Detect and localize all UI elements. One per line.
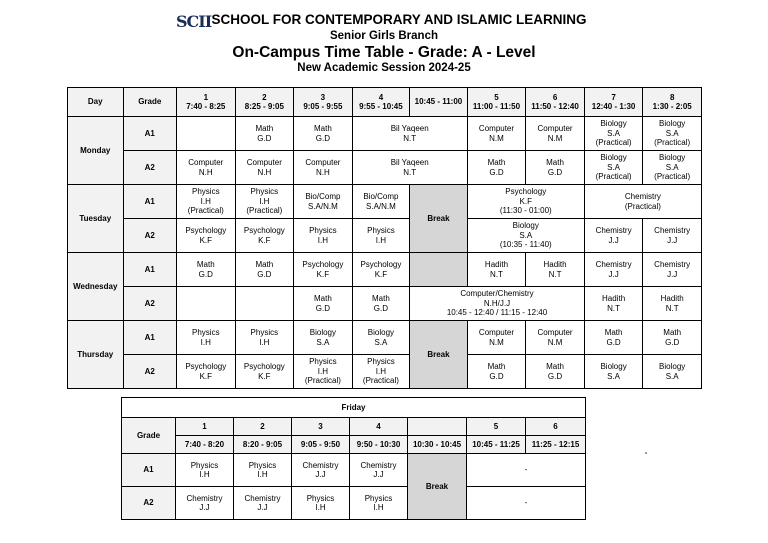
timetable-cell: Chemistry J.J (643, 219, 702, 253)
timetable-cell: Math G.D (467, 355, 526, 389)
timetable-cell: Biology S.A (584, 355, 643, 389)
timetable-cell: Psychology K.F (235, 355, 294, 389)
timetable-cell: Physics I.H (Practical) (294, 355, 353, 389)
timetable-cell: Math G.D (584, 321, 643, 355)
timetable-cell: Math G.D (294, 117, 353, 151)
table-row (68, 355, 702, 389)
timetable-cell: Math G.D (177, 253, 236, 287)
table-row (122, 487, 586, 520)
timetable-cell: Computer N.M (526, 321, 585, 355)
timetable-cell: Biology S.A (352, 321, 410, 355)
timetable-cell: Chemistry J.J (176, 487, 234, 520)
page-header (0, 10, 768, 75)
timetable-cell: Bil Yaqeen N.T (352, 151, 467, 185)
timetable-cell (177, 117, 236, 151)
header-period-2: 2 8:25 - 9:05 (235, 88, 294, 117)
table-row (122, 454, 586, 487)
timetable-cell: Biology S.A (Practical) (584, 117, 643, 151)
timetable-cell: Physics I.H (Practical) (352, 355, 410, 389)
day-tuesday: Tuesday (68, 185, 124, 253)
timetable-cell: Math G.D (294, 287, 353, 321)
timetable-cell: Math G.D (526, 151, 585, 185)
header-period-3: 3 9:05 - 9:55 (294, 88, 353, 117)
friday-period-num: 4 (350, 418, 408, 436)
friday-period-num: 1 (176, 418, 234, 436)
timetable-cell: Physics I.H (176, 454, 234, 487)
friday-title: Friday (122, 398, 586, 418)
day-wednesday: Wednesday (68, 253, 124, 321)
day-thursday: Thursday (68, 321, 124, 389)
timetable-cell: Biology S.A (Practical) (643, 117, 702, 151)
table-row (68, 185, 702, 219)
timetable-cell: Biology S.A (Practical) (584, 151, 643, 185)
friday-period-time: 8:20 - 9:05 (234, 436, 292, 454)
timetable-cell: Psychology K.F (352, 253, 410, 287)
friday-period-num (408, 418, 467, 436)
grade-cell: A2 (123, 219, 177, 253)
timetable-cell: Physics I.H (235, 321, 294, 355)
main-timetable (67, 87, 702, 389)
friday-header-grade: Grade (122, 418, 176, 454)
header-period-7: 7 12:40 - 1:30 (584, 88, 643, 117)
school-line (0, 10, 768, 30)
friday-period-time: 7:40 - 8:20 (176, 436, 234, 454)
timetable-cell: Chemistry J.J (584, 219, 643, 253)
timetable-cell: Math G.D (352, 287, 410, 321)
timetable-cell: Math G.D (467, 151, 526, 185)
table-row (68, 287, 702, 321)
header-day: Day (68, 88, 124, 117)
grade-cell: A2 (123, 287, 177, 321)
timetable-cell: Computer N.M (467, 321, 526, 355)
timetable-cell: Hadith N.T (467, 253, 526, 287)
header-period-8: 8 1:30 - 2:05 (643, 88, 702, 117)
header-period-break: 10:45 - 11:00 (410, 88, 468, 117)
table-row (68, 219, 702, 253)
page-title: On-Campus Time Table - Grade: A - Level (232, 44, 536, 61)
school-name: SCHOOL FOR CONTEMPORARY AND ISLAMIC LEARNING (211, 12, 587, 27)
friday-period-time: 10:30 - 10:45 (408, 436, 467, 454)
grade-cell: A1 (122, 454, 176, 487)
timetable-cell: Computer/Chemistry N.H/J.J 10:45 - 12:40 / 11:15 - 12:40 (410, 287, 585, 321)
stray-dot (645, 452, 647, 454)
friday-period-time: 9:50 - 10:30 (350, 436, 408, 454)
timetable-cell: Physics I.H (177, 321, 236, 355)
friday-period-time: 10:45 - 11:25 (467, 436, 526, 454)
break-cell-wednesday (410, 253, 468, 287)
timetable-cell: Psychology K.F (294, 253, 353, 287)
timetable-cell: Physics I.H (294, 219, 353, 253)
grade-cell: A2 (122, 487, 176, 520)
header-period-1: 1 7:40 - 8:25 (177, 88, 236, 117)
timetable-cell: Physics I.H (234, 454, 292, 487)
timetable-cell: Chemistry J.J (643, 253, 702, 287)
timetable-cell: Chemistry J.J (292, 454, 350, 487)
timetable-cell: Computer N.M (467, 117, 526, 151)
branch-name: Senior Girls Branch (329, 30, 438, 42)
timetable-cell: Physics I.H (292, 487, 350, 520)
friday-period-num: 3 (292, 418, 350, 436)
timetable-cell: Chemistry J.J (234, 487, 292, 520)
timetable-cell: Math G.D (526, 355, 585, 389)
timetable-cell: Psychology K.F (235, 219, 294, 253)
session-label: New Academic Session 2024-25 (297, 62, 471, 74)
friday-period-num: 5 (467, 418, 526, 436)
timetable-cell: Physics I.H (350, 487, 408, 520)
timetable-cell: Biology S.A (294, 321, 353, 355)
grade-cell: A1 (123, 117, 177, 151)
timetable-cell: Computer N.H (177, 151, 236, 185)
timetable-cell: Chemistry (Practical) (584, 185, 701, 219)
header-grade: Grade (123, 88, 177, 117)
timetable-cell: Physics I.H (Practical) (235, 185, 294, 219)
school-logo: SCII (176, 12, 212, 31)
timetable-cell: Math G.D (643, 321, 702, 355)
header-period-6: 6 11:50 - 12:40 (526, 88, 585, 117)
timetable-cell: Physics I.H (Practical) (177, 185, 236, 219)
timetable-cell (177, 287, 236, 321)
table-row (68, 151, 702, 185)
timetable-cell: Hadith N.T (526, 253, 585, 287)
grade-cell: A2 (123, 151, 177, 185)
table-row (68, 117, 702, 151)
timetable-cell: Biology S.A (Practical) (643, 151, 702, 185)
friday-period-num: 2 (234, 418, 292, 436)
timetable-cell: Chemistry J.J (350, 454, 408, 487)
grade-cell: A1 (123, 253, 177, 287)
day-monday: Monday (68, 117, 124, 185)
timetable-cell: Math G.D (235, 253, 294, 287)
table-row (68, 253, 702, 287)
timetable-cell: Chemistry J.J (584, 253, 643, 287)
timetable-cell: Computer N.M (526, 117, 585, 151)
timetable-cell: - (467, 487, 586, 520)
timetable-cell: Math G.D (235, 117, 294, 151)
friday-timetable (121, 397, 586, 520)
timetable-cell: Physics I.H (352, 219, 410, 253)
timetable-cell: Computer N.H (235, 151, 294, 185)
timetable-cell: Psychology K.F (177, 219, 236, 253)
friday-period-time: 9:05 - 9:50 (292, 436, 350, 454)
timetable-cell: Hadith N.T (584, 287, 643, 321)
break-cell-thursday: Break (410, 321, 468, 389)
timetable-cell: Bil Yaqeen N.T (352, 117, 467, 151)
timetable-cell: Computer N.H (294, 151, 353, 185)
grade-cell: A2 (123, 355, 177, 389)
header-period-4: 4 9:55 - 10:45 (352, 88, 410, 117)
break-cell-tuesday: Break (410, 185, 468, 253)
friday-period-time: 11:25 - 12:15 (526, 436, 586, 454)
timetable-cell: Biology S.A (10:35 - 11:40) (467, 219, 584, 253)
timetable-cell: Bio/Comp S.A/N.M (352, 185, 410, 219)
timetable-cell: Psychology K.F (177, 355, 236, 389)
timetable-cell (235, 287, 294, 321)
timetable-cell: Bio/Comp S.A/N.M (294, 185, 353, 219)
timetable-cell: Psychology K.F (11:30 - 01:00) (467, 185, 584, 219)
break-cell-friday: Break (408, 454, 467, 520)
grade-cell: A1 (123, 321, 177, 355)
table-row (68, 321, 702, 355)
grade-cell: A1 (123, 185, 177, 219)
friday-period-num: 6 (526, 418, 586, 436)
timetable-cell: Biology S.A (643, 355, 702, 389)
timetable-cell: Hadith N.T (643, 287, 702, 321)
timetable-cell: - (467, 454, 586, 487)
header-period-5: 5 11:00 - 11:50 (467, 88, 526, 117)
